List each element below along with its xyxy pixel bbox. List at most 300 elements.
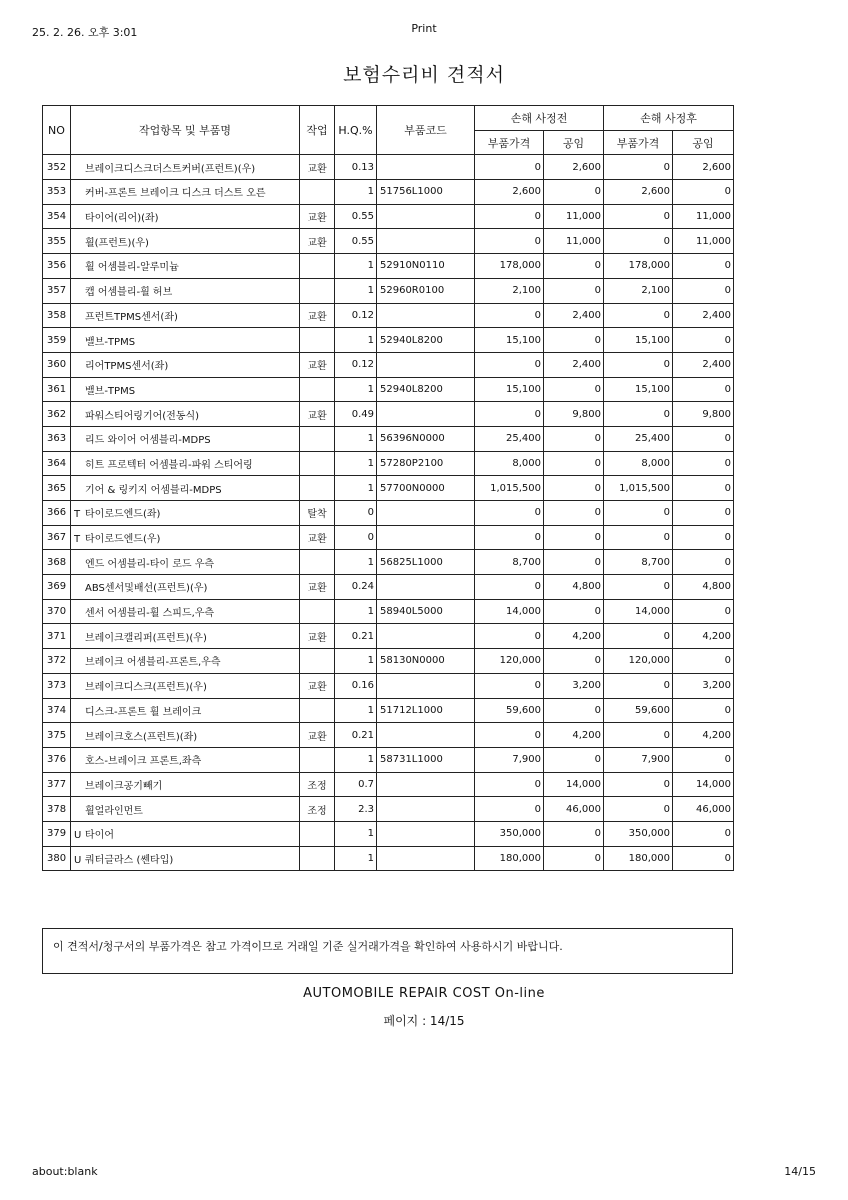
print-page-number: 14/15 [784, 1165, 816, 1178]
header-before-parts: 부품가격 [475, 130, 544, 155]
row-item-name [71, 501, 300, 526]
row-after-labor: 0 [673, 599, 734, 624]
row-item-name [71, 747, 300, 772]
row-no: 380 [43, 846, 71, 871]
row-before-labor: 0 [544, 377, 604, 402]
row-after-labor: 0 [673, 747, 734, 772]
row-no: 353 [43, 180, 71, 205]
row-item-name [71, 797, 300, 822]
row-part-code: 58130N0000 [377, 649, 475, 674]
header-hq: H.Q.% [335, 106, 377, 155]
header-item: 작업항목 및 부품명 [71, 106, 300, 155]
row-before-labor: 0 [544, 328, 604, 353]
row-after-parts-price: 7,900 [604, 747, 673, 772]
row-no: 363 [43, 426, 71, 451]
row-before-parts-price: 0 [475, 155, 544, 180]
row-no: 368 [43, 550, 71, 575]
row-before-parts-price: 14,000 [475, 599, 544, 624]
row-before-labor: 14,000 [544, 772, 604, 797]
row-before-labor: 0 [544, 747, 604, 772]
row-item-label: 타이로드엔드(좌) [85, 509, 161, 521]
row-after-parts-price: 0 [604, 673, 673, 698]
row-item-name [71, 278, 300, 303]
row-no: 369 [43, 575, 71, 600]
row-before-labor: 0 [544, 180, 604, 205]
row-part-code [377, 155, 475, 180]
row-hq: 0 [335, 525, 377, 550]
row-work: 교환 [300, 352, 335, 377]
row-after-labor: 14,000 [673, 772, 734, 797]
row-after-labor: 11,000 [673, 204, 734, 229]
row-before-labor: 2,400 [544, 352, 604, 377]
row-before-labor: 4,200 [544, 624, 604, 649]
row-item-name [71, 723, 300, 748]
row-before-labor: 3,200 [544, 673, 604, 698]
row-work: 교환 [300, 204, 335, 229]
row-prefix: T [74, 509, 81, 521]
row-work [300, 747, 335, 772]
row-hq: 1 [335, 821, 377, 846]
row-hq: 0 [335, 501, 377, 526]
row-before-labor: 0 [544, 476, 604, 501]
row-item-name [71, 402, 300, 427]
row-work [300, 180, 335, 205]
row-after-parts-price: 2,600 [604, 180, 673, 205]
row-before-parts-price: 0 [475, 525, 544, 550]
header-code: 부품코드 [377, 106, 475, 155]
row-work: 교환 [300, 402, 335, 427]
table-row [43, 575, 734, 600]
row-after-parts-price: 0 [604, 772, 673, 797]
row-no: 370 [43, 599, 71, 624]
row-hq: 0.55 [335, 229, 377, 254]
row-no: 357 [43, 278, 71, 303]
row-after-labor: 2,600 [673, 155, 734, 180]
row-item-label: 밸브-TPMS [85, 336, 136, 348]
row-before-labor: 0 [544, 599, 604, 624]
row-item-label: 타이어(리어)(좌) [85, 213, 159, 225]
row-part-code [377, 303, 475, 328]
table-row [43, 180, 734, 205]
row-hq: 0.7 [335, 772, 377, 797]
row-item-name [71, 575, 300, 600]
row-part-code: 58940L5000 [377, 599, 475, 624]
row-after-labor: 0 [673, 698, 734, 723]
row-no: 361 [43, 377, 71, 402]
row-item-name [71, 352, 300, 377]
row-before-parts-price: 2,600 [475, 180, 544, 205]
row-work [300, 254, 335, 279]
row-item-name [71, 426, 300, 451]
row-no: 364 [43, 451, 71, 476]
row-after-labor: 46,000 [673, 797, 734, 822]
row-work: 교환 [300, 155, 335, 180]
row-item-name [71, 550, 300, 575]
row-item-label: 브레이크디스크더스트커버(프런트)(우) [85, 163, 256, 175]
row-part-code [377, 501, 475, 526]
table-row [43, 451, 734, 476]
table-row [43, 501, 734, 526]
table-row [43, 772, 734, 797]
row-item-label: 브레이크디스크(프런트)(우) [85, 682, 207, 694]
row-part-code: 52910N0110 [377, 254, 475, 279]
row-before-parts-price: 0 [475, 402, 544, 427]
table-row [43, 723, 734, 748]
row-part-code [377, 673, 475, 698]
row-after-parts-price: 15,100 [604, 328, 673, 353]
row-work [300, 550, 335, 575]
row-work [300, 649, 335, 674]
row-part-code: 57700N0000 [377, 476, 475, 501]
row-item-name [71, 328, 300, 353]
row-part-code: 56396N0000 [377, 426, 475, 451]
row-before-labor: 0 [544, 550, 604, 575]
row-after-parts-price: 350,000 [604, 821, 673, 846]
row-no: 360 [43, 352, 71, 377]
row-part-code: 57280P2100 [377, 451, 475, 476]
row-before-parts-price: 7,900 [475, 747, 544, 772]
row-after-labor: 0 [673, 377, 734, 402]
row-part-code: 52960R0100 [377, 278, 475, 303]
row-part-code [377, 402, 475, 427]
row-no: 362 [43, 402, 71, 427]
row-after-labor: 0 [673, 821, 734, 846]
row-no: 378 [43, 797, 71, 822]
row-work [300, 698, 335, 723]
row-before-labor: 4,800 [544, 575, 604, 600]
row-before-labor: 0 [544, 698, 604, 723]
row-after-parts-price: 59,600 [604, 698, 673, 723]
row-after-parts-price: 0 [604, 229, 673, 254]
row-hq: 1 [335, 426, 377, 451]
table-row [43, 797, 734, 822]
row-item-label: 밸브-TPMS [85, 385, 136, 397]
print-url: about:blank [32, 1165, 98, 1178]
row-after-labor: 0 [673, 501, 734, 526]
table-row [43, 328, 734, 353]
row-item-name [71, 155, 300, 180]
row-work: 탈착 [300, 501, 335, 526]
row-after-labor: 0 [673, 649, 734, 674]
row-work: 교환 [300, 673, 335, 698]
row-before-parts-price: 0 [475, 229, 544, 254]
table-row [43, 204, 734, 229]
row-part-code: 58731L1000 [377, 747, 475, 772]
table-row [43, 155, 734, 180]
row-work: 교환 [300, 229, 335, 254]
row-item-label: 타이어 [85, 830, 114, 842]
row-after-labor: 0 [673, 278, 734, 303]
table-row [43, 426, 734, 451]
row-hq: 1 [335, 476, 377, 501]
row-before-parts-price: 15,100 [475, 328, 544, 353]
row-work [300, 328, 335, 353]
row-part-code [377, 723, 475, 748]
row-hq: 1 [335, 278, 377, 303]
row-hq: 1 [335, 649, 377, 674]
notice-box: 이 견적서/청구서의 부품가격은 참고 가격이므로 거래일 기준 실거래가격을 확인하여 사용하시기 바랍니다. [42, 928, 733, 974]
table-row [43, 476, 734, 501]
row-no: 359 [43, 328, 71, 353]
row-hq: 1 [335, 328, 377, 353]
row-part-code [377, 352, 475, 377]
row-before-parts-price: 0 [475, 624, 544, 649]
table-row [43, 821, 734, 846]
row-item-label: 브레이크공기빼기 [85, 780, 163, 792]
row-hq: 1 [335, 846, 377, 871]
row-before-labor: 0 [544, 821, 604, 846]
row-after-labor: 4,800 [673, 575, 734, 600]
row-after-labor: 2,400 [673, 303, 734, 328]
row-work [300, 426, 335, 451]
row-before-labor: 2,600 [544, 155, 604, 180]
row-before-labor: 0 [544, 426, 604, 451]
row-item-label: 브레이크캘리퍼(프런트)(우) [85, 632, 207, 644]
table-row [43, 229, 734, 254]
row-item-label: 타이로드엔드(우) [85, 534, 161, 546]
row-hq: 0.49 [335, 402, 377, 427]
row-item-name [71, 649, 300, 674]
header-work: 작업 [300, 106, 335, 155]
row-hq: 0.21 [335, 723, 377, 748]
row-work: 교환 [300, 723, 335, 748]
row-no: 367 [43, 525, 71, 550]
row-before-parts-price: 8,700 [475, 550, 544, 575]
row-item-label: 히트 프로텍터 어셈블리-파워 스티어링 [85, 459, 253, 471]
table-row [43, 846, 734, 871]
row-after-parts-price: 15,100 [604, 377, 673, 402]
row-before-parts-price: 350,000 [475, 821, 544, 846]
row-work [300, 599, 335, 624]
row-before-parts-price: 120,000 [475, 649, 544, 674]
row-before-parts-price: 0 [475, 673, 544, 698]
row-before-labor: 11,000 [544, 229, 604, 254]
row-after-labor: 0 [673, 550, 734, 575]
footer-page-label: 페이지 : 14/15 [383, 1014, 465, 1028]
row-part-code [377, 846, 475, 871]
row-part-code: 51712L1000 [377, 698, 475, 723]
header-before: 손해 사정전 [475, 106, 604, 131]
row-no: 371 [43, 624, 71, 649]
row-before-parts-price: 0 [475, 204, 544, 229]
row-item-label: 프런트TPMS센서(좌) [85, 311, 178, 323]
row-no: 372 [43, 649, 71, 674]
row-before-labor: 0 [544, 649, 604, 674]
row-after-parts-price: 0 [604, 797, 673, 822]
row-work [300, 451, 335, 476]
row-part-code [377, 772, 475, 797]
row-part-code [377, 229, 475, 254]
row-hq: 0.55 [335, 204, 377, 229]
row-before-parts-price: 8,000 [475, 451, 544, 476]
row-after-parts-price: 1,015,500 [604, 476, 673, 501]
row-after-labor: 11,000 [673, 229, 734, 254]
row-before-labor: 2,400 [544, 303, 604, 328]
row-item-name [71, 451, 300, 476]
row-work [300, 476, 335, 501]
header-before-labor: 공임 [544, 130, 604, 155]
row-before-parts-price: 0 [475, 797, 544, 822]
row-after-parts-price: 0 [604, 303, 673, 328]
table-row [43, 352, 734, 377]
table-row [43, 525, 734, 550]
row-before-parts-price: 178,000 [475, 254, 544, 279]
row-no: 376 [43, 747, 71, 772]
row-item-label: 파워스티어링기어(전동식) [85, 410, 200, 422]
row-hq: 1 [335, 377, 377, 402]
row-before-parts-price: 0 [475, 723, 544, 748]
row-after-labor: 0 [673, 451, 734, 476]
row-before-parts-price: 1,015,500 [475, 476, 544, 501]
row-item-label: 캡 어셈블리-휠 허브 [85, 287, 173, 299]
row-before-labor: 11,000 [544, 204, 604, 229]
row-item-label: 쿼터글라스 (쎈타입) [85, 854, 174, 866]
row-item-label: 리드 와이어 어셈블리-MDPS [85, 435, 211, 447]
row-after-labor: 0 [673, 254, 734, 279]
row-after-labor: 9,800 [673, 402, 734, 427]
row-before-parts-price: 59,600 [475, 698, 544, 723]
row-after-labor: 0 [673, 476, 734, 501]
row-work [300, 377, 335, 402]
row-before-parts-price: 0 [475, 575, 544, 600]
header-after-parts: 부품가격 [604, 130, 673, 155]
row-before-parts-price: 0 [475, 501, 544, 526]
row-part-code: 51756L1000 [377, 180, 475, 205]
row-after-parts-price: 8,700 [604, 550, 673, 575]
row-hq: 0.16 [335, 673, 377, 698]
row-item-label: 휠(프런트)(우) [85, 237, 149, 249]
row-prefix: T [74, 534, 81, 546]
header-after: 손해 사정후 [604, 106, 734, 131]
row-item-name [71, 377, 300, 402]
row-work [300, 846, 335, 871]
row-hq: 1 [335, 747, 377, 772]
row-hq: 2.3 [335, 797, 377, 822]
row-work: 조정 [300, 772, 335, 797]
table-row [43, 698, 734, 723]
row-item-name [71, 821, 300, 846]
row-no: 352 [43, 155, 71, 180]
print-header [32, 20, 816, 38]
row-item-name [71, 698, 300, 723]
row-after-parts-price: 0 [604, 402, 673, 427]
row-after-parts-price: 0 [604, 575, 673, 600]
row-hq: 0.24 [335, 575, 377, 600]
row-item-label: 호스-브레이크 프론트,좌측 [85, 756, 202, 768]
row-work: 교환 [300, 624, 335, 649]
document-title: 보험수리비 견적서 [343, 64, 505, 86]
row-after-labor: 2,400 [673, 352, 734, 377]
estimate-table [42, 105, 734, 871]
table-row [43, 303, 734, 328]
row-hq: 1 [335, 451, 377, 476]
row-before-labor: 0 [544, 451, 604, 476]
row-after-parts-price: 0 [604, 155, 673, 180]
row-part-code [377, 575, 475, 600]
row-item-name [71, 229, 300, 254]
row-part-code [377, 204, 475, 229]
row-after-parts-price: 120,000 [604, 649, 673, 674]
row-no: 355 [43, 229, 71, 254]
row-item-name [71, 476, 300, 501]
row-before-parts-price: 0 [475, 772, 544, 797]
row-after-parts-price: 0 [604, 624, 673, 649]
row-before-labor: 46,000 [544, 797, 604, 822]
row-part-code: 56825L1000 [377, 550, 475, 575]
footer-brand: AUTOMOBILE REPAIR COST On-line [303, 986, 545, 1001]
table-row [43, 599, 734, 624]
row-item-name [71, 204, 300, 229]
row-after-labor: 0 [673, 846, 734, 871]
row-no: 375 [43, 723, 71, 748]
row-item-label: ABS센서및배선(프런트)(우) [85, 583, 208, 595]
row-item-name [71, 303, 300, 328]
row-work: 교환 [300, 303, 335, 328]
row-after-parts-price: 25,400 [604, 426, 673, 451]
row-no: 373 [43, 673, 71, 698]
row-hq: 1 [335, 599, 377, 624]
row-part-code: 52940L8200 [377, 328, 475, 353]
row-before-labor: 9,800 [544, 402, 604, 427]
row-work: 교환 [300, 525, 335, 550]
row-item-label: 엔드 어셈블리-타이 로드 우측 [85, 558, 215, 570]
row-item-name [71, 180, 300, 205]
row-hq: 1 [335, 254, 377, 279]
row-work [300, 278, 335, 303]
print-title: Print [411, 22, 437, 35]
row-item-label: 브레이크호스(프런트)(좌) [85, 731, 198, 743]
table-row [43, 278, 734, 303]
row-before-parts-price: 0 [475, 352, 544, 377]
row-after-parts-price: 0 [604, 204, 673, 229]
row-hq: 0.12 [335, 352, 377, 377]
row-part-code [377, 624, 475, 649]
row-before-parts-price: 25,400 [475, 426, 544, 451]
row-before-labor: 0 [544, 278, 604, 303]
row-after-parts-price: 180,000 [604, 846, 673, 871]
print-datetime: 25. 2. 26. 오후 3:01 [32, 26, 138, 39]
row-no: 374 [43, 698, 71, 723]
row-no: 365 [43, 476, 71, 501]
row-before-parts-price: 2,100 [475, 278, 544, 303]
row-before-labor: 0 [544, 501, 604, 526]
row-before-parts-price: 0 [475, 303, 544, 328]
row-item-name [71, 846, 300, 871]
row-after-parts-price: 0 [604, 501, 673, 526]
table-row [43, 747, 734, 772]
row-item-name [71, 525, 300, 550]
row-before-parts-price: 180,000 [475, 846, 544, 871]
row-after-parts-price: 178,000 [604, 254, 673, 279]
header-no: NO [43, 106, 71, 155]
row-item-name [71, 772, 300, 797]
table-row [43, 377, 734, 402]
row-after-labor: 4,200 [673, 723, 734, 748]
row-item-label: 기어 & 링키지 어셈블리-MDPS [85, 484, 222, 496]
row-item-name [71, 599, 300, 624]
row-after-parts-price: 0 [604, 352, 673, 377]
table-row [43, 402, 734, 427]
row-after-parts-price: 0 [604, 525, 673, 550]
row-item-label: 센서 어셈블리-휠 스피드,우측 [85, 608, 215, 620]
row-item-name [71, 673, 300, 698]
row-hq: 0.12 [335, 303, 377, 328]
row-before-labor: 0 [544, 846, 604, 871]
header-after-labor: 공임 [673, 130, 734, 155]
row-work [300, 821, 335, 846]
row-item-label: 디스크-프론트 휠 브레이크 [85, 706, 202, 718]
row-before-parts-price: 15,100 [475, 377, 544, 402]
